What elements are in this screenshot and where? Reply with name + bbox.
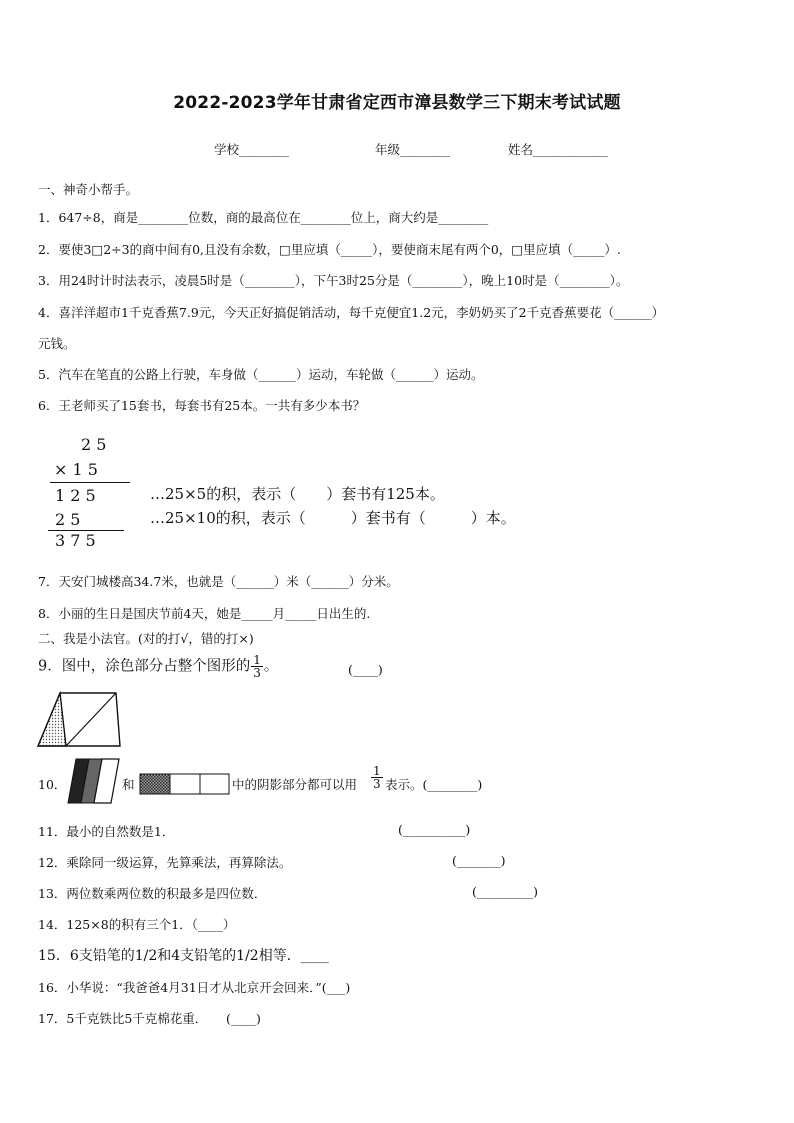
question-4-continued: 元钱。 — [38, 336, 76, 351]
trapezoid-figure — [36, 690, 122, 748]
question-9-period: 。 — [263, 658, 279, 675]
question-12: 12．乘除同一级运算，先算乘法，再算除法。 — [38, 855, 292, 870]
question-9-answer-blank[interactable]: (____) — [348, 662, 383, 677]
parallelogram-figure — [66, 757, 122, 805]
fraction-numerator-q10: 1 — [373, 764, 381, 778]
calc-row-multiplicand: 2 5 — [81, 435, 107, 454]
calc-row-multiplier: × 1 5 — [54, 460, 98, 479]
question-16: 16．小华说：“我爸爸4月31日才从北京开会回来．”(___) — [38, 980, 351, 995]
page-title: 2022-2023学年甘肃省定西市漳县数学三下期末考试试题 — [173, 93, 621, 113]
calc-row-partial-2: 2 5 — [55, 510, 81, 529]
question-6: 6．王老师买了15套书，每套书有25本。一共有多少本书？ — [38, 398, 366, 413]
question-5: 5．汽车在笔直的公路上行驶，车身做（______）运动，车轮做（______）运动。 — [38, 367, 484, 382]
calc-row-partial-1: 1 2 5 — [55, 486, 96, 505]
calc-note-2: …25×10的积，表示（ ）套书有（ ）本。 — [150, 509, 516, 527]
fraction-numerator: 1 — [253, 653, 261, 667]
name-field[interactable]: 姓名____________ — [508, 142, 609, 157]
question-12-answer-blank[interactable]: (_______) — [452, 853, 506, 868]
question-2: 2．要使3□2÷3的商中间有0,且没有余数，□里应填（_____），要使商末尾有两个0，□里应填（_____）. — [38, 242, 621, 257]
school-field[interactable]: 学校________ — [214, 142, 290, 157]
question-13-answer-blank[interactable]: (_________) — [472, 884, 539, 899]
question-11-answer-blank[interactable]: (__________) — [398, 822, 471, 837]
question-10-fraction — [370, 765, 384, 790]
question-9-text: 9．图中，涂色部分占整个图形的 — [38, 658, 251, 675]
fraction-denominator-q10: 3 — [373, 777, 381, 791]
calc-rule-1 — [50, 482, 130, 483]
question-9 — [38, 654, 278, 679]
question-4: 4．喜洋洋超市1千克香蕉7.9元，今天正好搞促销活动，每千克便宜1.2元，李奶奶买了2千克香蕉要花（______） — [38, 305, 665, 320]
question-7: 7．天安门城楼高34.7米，也就是（______）米（______）分米。 — [38, 574, 399, 589]
calc-row-product: 3 7 5 — [55, 531, 96, 550]
question-10-and: 和 — [122, 777, 135, 792]
question-11: 11．最小的自然数是1． — [38, 824, 175, 839]
question-8: 8．小丽的生日是国庆节前4天，她是_____月_____日出生的. — [38, 606, 371, 621]
question-10-end: 表示。(________) — [385, 777, 483, 792]
shaded-triangle — [38, 693, 66, 746]
calc-note-1: …25×5的积，表示（ ）套书有125本。 — [150, 485, 445, 503]
question-15: 15．6支铅笔的1/2和4支铅笔的1/2相等．____ — [38, 948, 329, 964]
rectangle-bar-figure — [139, 773, 231, 795]
fraction-one-third-q10 — [371, 765, 383, 790]
question-14: 14．125×8的积有三个1．（____） — [38, 917, 236, 932]
question-10-middle: 中的阴影部分都可以用 — [232, 777, 358, 792]
question-17: 17．5千克铁比5千克棉花重． (____) — [38, 1011, 261, 1026]
question-13: 13．两位数乘两位数的积最多是四位数． — [38, 886, 267, 901]
fraction-one-third — [251, 654, 263, 679]
fraction-denominator: 3 — [253, 666, 261, 680]
question-3: 3．用24时计时法表示，凌晨5时是（________），下午3时25分是（________），晚上10时是（________）。 — [38, 273, 629, 288]
question-1: 1．647÷8，商是________位数，商的最高位在________位上，商大约是________ — [38, 210, 489, 225]
section1-heading: 一、神奇小帮手。 — [38, 182, 139, 197]
section2-heading: 二、我是小法官。(对的打√，错的打×) — [38, 631, 254, 646]
question-10-label: 10． — [38, 777, 67, 792]
grade-field[interactable]: 年级________ — [375, 142, 451, 157]
